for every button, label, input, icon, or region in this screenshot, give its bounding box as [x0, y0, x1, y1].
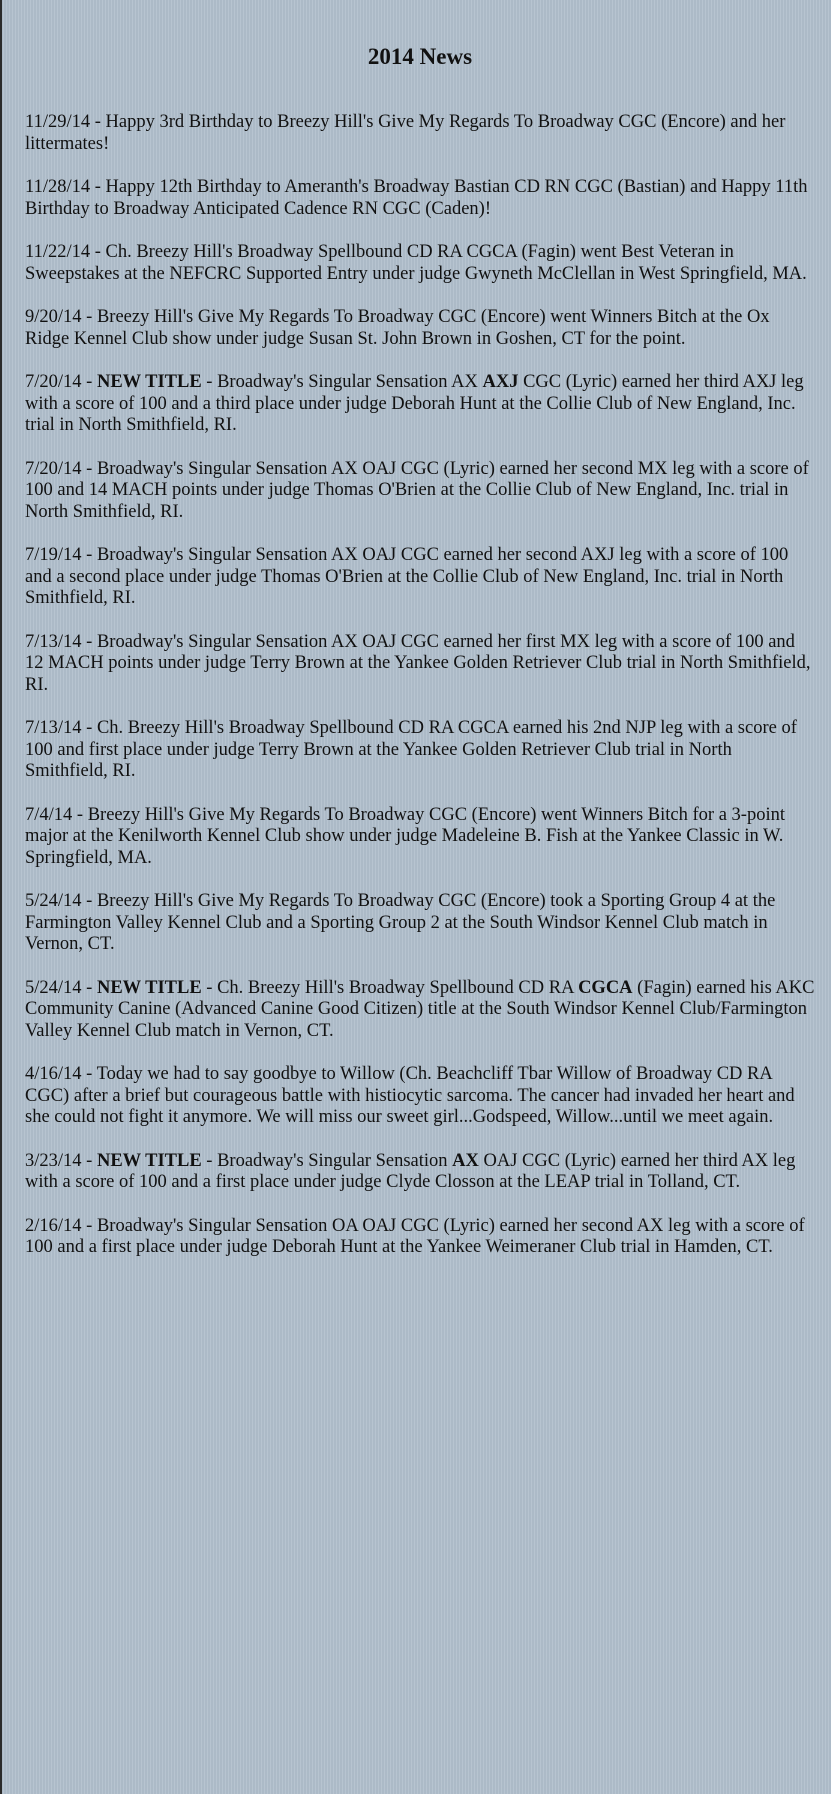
- news-item-text: 11/29/14 - Happy 3rd Birthday to Breezy Hill's Give My Regards To Broadway CGC (Encore) and her littermates!: [25, 112, 786, 154]
- news-item-highlight: NEW TITLE: [96, 977, 202, 998]
- news-item-highlight: AXJ: [482, 372, 519, 392]
- news-item: [25, 242, 815, 285]
- news-item-text: CGC (Lyric) earned her third AXJ leg with a score of 100 and a third place under judge Deborah Hunt at the Collie Club of New England, Inc. trial in North Smithfield, RI.: [25, 372, 804, 435]
- news-item-text: 7/20/14 -: [25, 372, 97, 392]
- news-item-highlight: AX: [452, 1150, 479, 1171]
- news-item-text: 5/24/14 - Breezy Hill's Give My Regards To Broadway CGC (Encore) took a Sporting Group 4 at the Farmington Valley Kennel Club and a Sporting Group 2 at the South Windsor Kennel Club match in Vernon, CT.: [25, 891, 776, 954]
- news-item: [25, 372, 815, 437]
- news-item: [25, 307, 815, 350]
- news-item: [25, 1064, 815, 1129]
- news-item-text: 7/13/14 - Ch. Breezy Hill's Broadway Spellbound CD RA CGCA earned his 2nd NJP leg with a score of 100 and first place under judge Terry Brown at the Yankee Golden Retriever Club trial in North Smithfield, RI.: [25, 718, 797, 781]
- news-item-text: - Ch. Breezy Hill's Broadway Spellbound CD RA: [201, 977, 579, 998]
- news-item: [25, 891, 815, 956]
- news-item-text: 7/13/14 - Broadway's Singular Sensation AX OAJ CGC earned her first MX leg with a score of 100 and 12 MACH points under judge Terry Brown at the Yankee Golden Retriever Club trial in North Smithfield, RI.: [25, 631, 811, 695]
- news-item-highlight: NEW TITLE: [96, 1150, 202, 1171]
- news-item: [25, 112, 815, 155]
- news-item: [25, 1151, 815, 1194]
- news-item-highlight: NEW TITLE: [96, 372, 202, 392]
- news-item: [25, 632, 815, 697]
- news-item-text: 5/24/14 -: [25, 977, 97, 998]
- news-item: [25, 1216, 815, 1259]
- page-title: 2014 News: [367, 44, 473, 69]
- news-item-highlight: CGCA: [578, 977, 633, 998]
- news-item: [25, 805, 815, 870]
- news-item-text: 7/4/14 - Breezy Hill's Give My Regards To Broadway CGC (Encore) went Winners Bitch for a 3-point major at the Kenilworth Kennel Club show under judge Madeleine B. Fish at the Yankee Classic in W. Springfield, MA.: [25, 804, 785, 868]
- news-item-text: 2/16/14 - Broadway's Singular Sensation OA OAJ CGC (Lyric) earned her second AX leg with a score of 100 and a first place under judge Deborah Hunt at the Yankee Weimeraner Club trial in Hamden, CT.: [25, 1215, 805, 1257]
- news-list: [25, 112, 815, 1259]
- news-item-text: 7/19/14 - Broadway's Singular Sensation AX OAJ CGC earned her second AXJ leg with a score of 100 and a second place under judge Thomas O'Brien at the Collie Club of New England, Inc. trial in North Smithfield, RI.: [25, 545, 789, 608]
- news-item-text: - Broadway's Singular Sensation: [201, 1150, 453, 1171]
- news-item: [25, 177, 815, 220]
- news-item-text: 9/20/14 - Breezy Hill's Give My Regards To Broadway CGC (Encore) went Winners Bitch at the Ox Ridge Kennel Club show under judge Susan St. John Brown in Goshen, CT for the point.: [25, 307, 770, 349]
- news-item-text: OAJ CGC (Lyric) earned her third AX leg with a score of 100 and a first place under judge Clyde Closson at the LEAP trial in Tolland, CT.: [25, 1150, 796, 1192]
- news-item: [25, 978, 815, 1043]
- news-item-text: 4/16/14 - Today we had to say goodbye to Willow (Ch. Beachcliff Tbar Willow of Broadway CD RA CGC) after a brief but courageous battle with histiocytic sarcoma. The cancer had invaded her heart and she could not fight it anymore. We will miss our sweet girl...Godspeed, Willow...until we meet again.: [25, 1064, 795, 1127]
- news-item-text: 11/22/14 - Ch. Breezy Hill's Broadway Spellbound CD RA CGCA (Fagin) went Best Veteran in Sweepstakes at the NEFCRC Supported Entry under judge Gwyneth McClellan in West Springfield, MA.: [25, 242, 807, 284]
- news-item-text: (Fagin) earned his AKC Community Canine (Advanced Canine Good Citizen) title at the South Windsor Kennel Club/Farmington Valley Kennel Club match in Vernon, CT.: [25, 977, 815, 1041]
- news-item-text: - Broadway's Singular Sensation AX: [201, 372, 483, 392]
- news-item: [25, 718, 815, 783]
- news-item-text: 3/23/14 -: [25, 1150, 97, 1171]
- main-content: [25, 0, 815, 1281]
- news-item: [25, 459, 815, 524]
- news-item-text: 11/28/14 - Happy 12th Birthday to Ameranth's Broadway Bastian CD RN CGC (Bastian) and Happy 11th Birthday to Broadway Anticipated Cadence RN CGC (Caden)!: [25, 177, 808, 219]
- news-item: [25, 545, 815, 610]
- left-border-line: [0, 0, 2, 1794]
- news-item-text: 7/20/14 - Broadway's Singular Sensation AX OAJ CGC (Lyric) earned her second MX leg with a score of 100 and 14 MACH points under judge Thomas O'Brien at the Collie Club of New England, Inc. trial in North Smithfield, RI.: [25, 458, 809, 522]
